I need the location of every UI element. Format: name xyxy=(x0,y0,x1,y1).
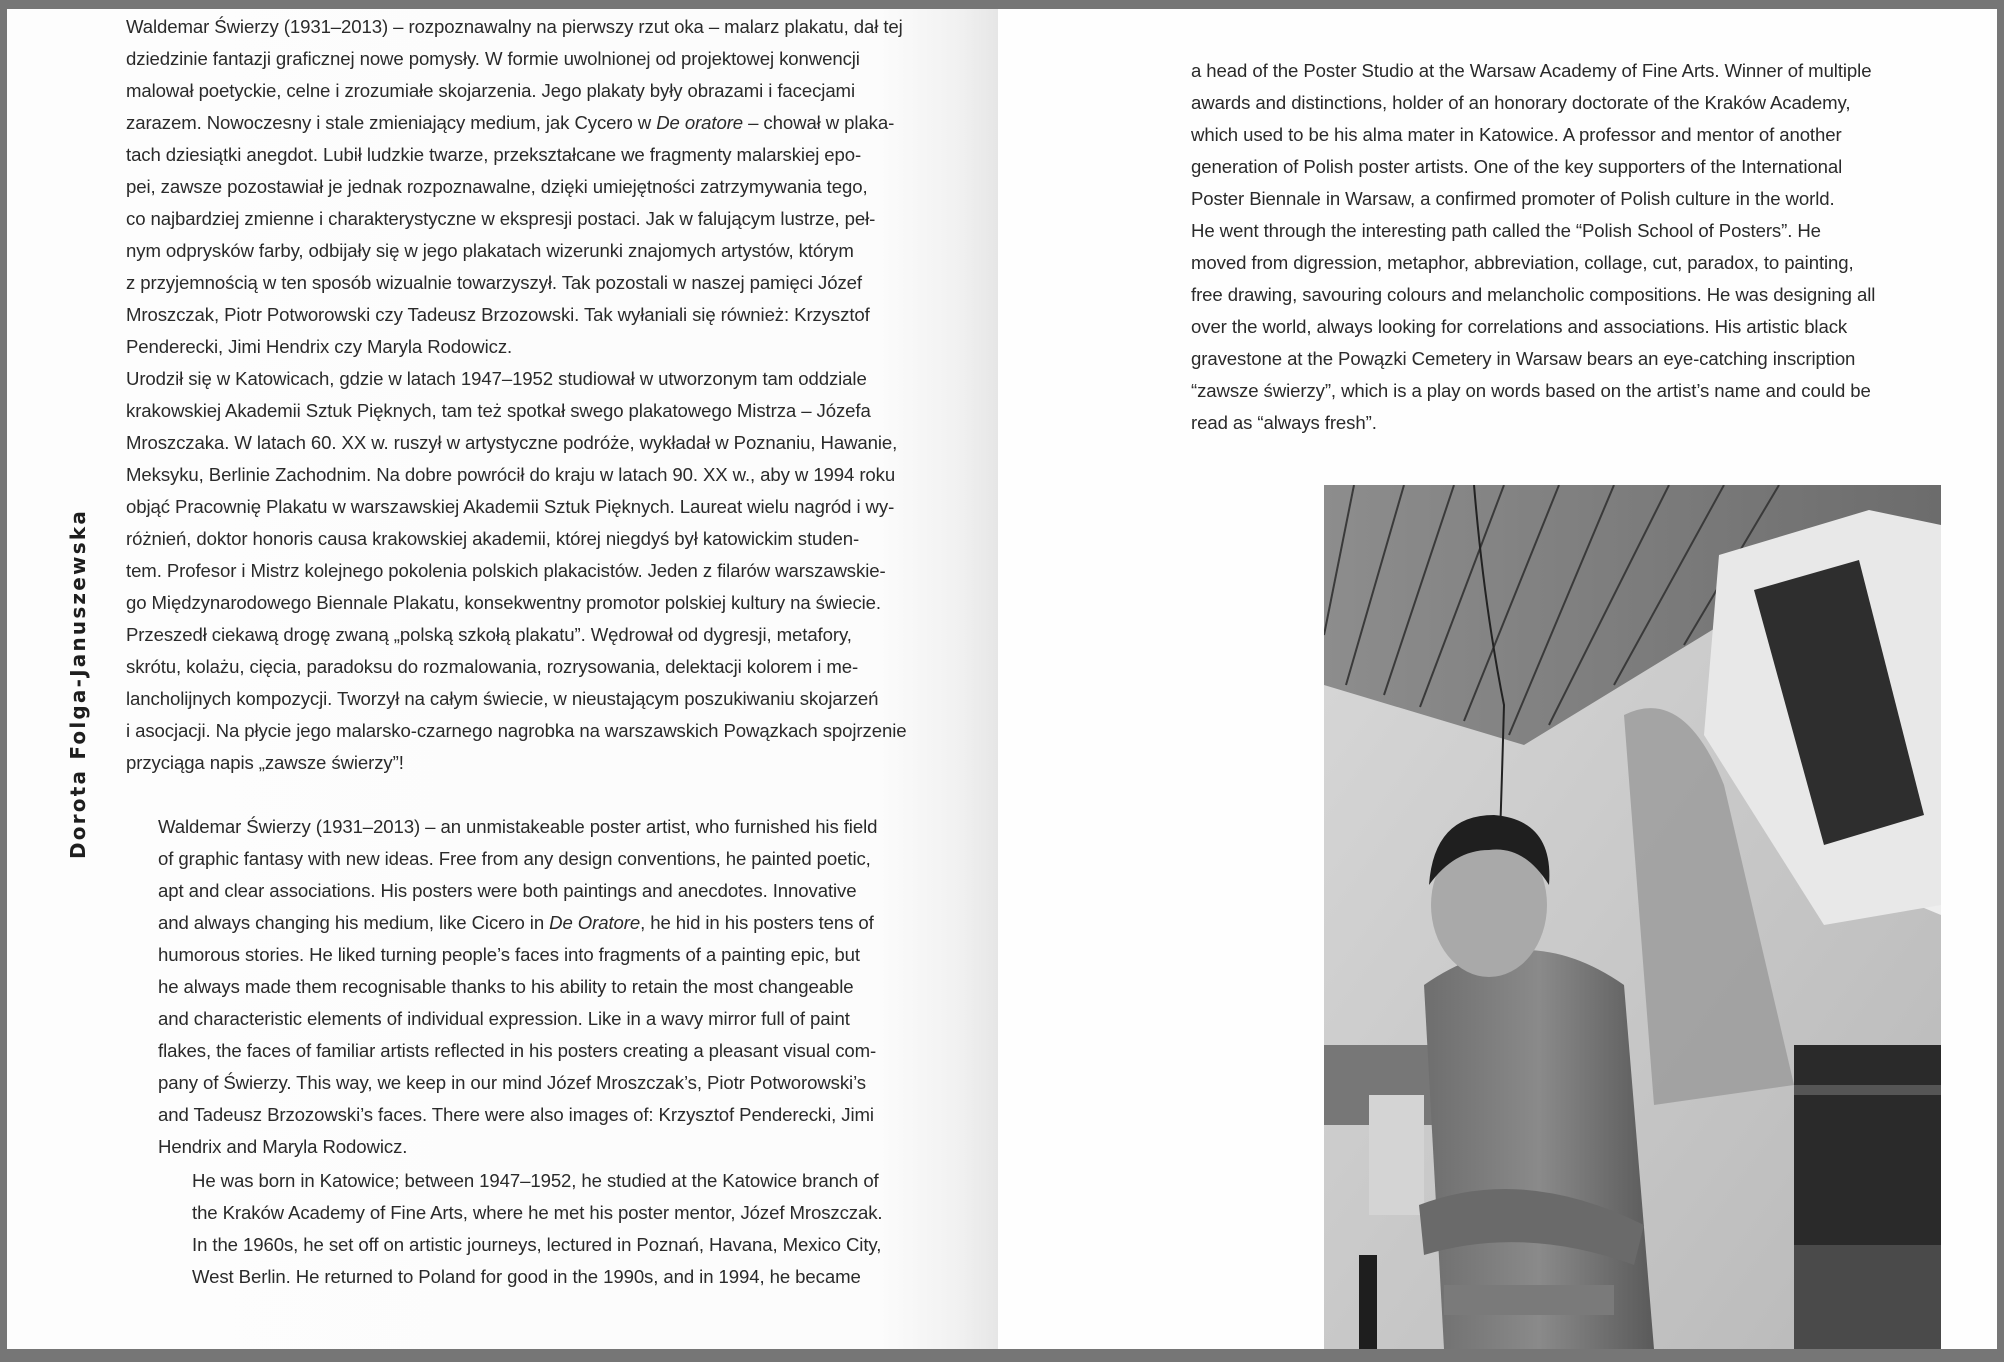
text-line: zarazem. Nowoczesny i stale zmieniający medium, jak Cycero w De oratore – chował w plaka- xyxy=(126,112,895,133)
text-line: In the 1960s, he set off on artistic journeys, lectured in Poznań, Havana, Mexico City, xyxy=(192,1234,882,1255)
english-text-continued xyxy=(1191,55,1901,439)
ruler xyxy=(1359,1255,1377,1349)
text-line: generation of Polish poster artists. One of the key supporters of the International xyxy=(1191,156,1843,177)
author-name: Dorota Folga-Januszewska xyxy=(66,508,90,860)
text-line: różnień, doktor honoris causa krakowskiej akademii, której niegdyś był katowickim studen- xyxy=(126,528,860,549)
text-line: Mroszczaka. W latach 60. XX w. ruszył w artystyczne podróże, wykładał w Poznaniu, Hawanie, xyxy=(126,432,898,453)
text-line: He went through the interesting path called the “Polish School of Posters”. He xyxy=(1191,220,1821,241)
text-line: lancholijnych kompozycji. Tworzył na całym świecie, w nieustającym poszukiwaniu skojarzeń xyxy=(126,688,879,709)
text-line: and characteristic elements of individual expression. Like in a wavy mirror full of paint xyxy=(158,1008,850,1029)
text-line: pany of Świerzy. This way, we keep in our mind Józef Mroszczak’s, Piotr Potworowski’s xyxy=(158,1072,866,1093)
portrait-photo-illustration xyxy=(1324,485,1941,1349)
text-line: pei, zawsze pozostawiał je jednak rozpoznawalne, dzięki umiejętności zatrzymywania tego, xyxy=(126,176,868,197)
text-line: read as “always fresh”. xyxy=(1191,412,1377,433)
text-line: malował poetyckie, celne i zrozumiałe skojarzenia. Jego plakaty były obrazami i facecjami xyxy=(126,80,855,101)
text-line: Przeszedł ciekawą drogę zwaną „polską szkołą plakatu”. Wędrował od dygresji, metafory, xyxy=(126,624,852,645)
english-text-block-1 xyxy=(158,811,898,1163)
text-line: Poster Biennale in Warsaw, a confirmed promoter of Polish culture in the world. xyxy=(1191,188,1835,209)
text-line: tem. Profesor i Mistrz kolejnego pokolenia polskich plakacistów. Jeden z filarów warszawskie- xyxy=(126,560,886,581)
text-line: humorous stories. He liked turning people’s faces into fragments of a painting epic, but xyxy=(158,944,860,965)
text-line: West Berlin. He returned to Poland for good in the 1990s, and in 1994, he became xyxy=(192,1266,861,1287)
text-line: tach dziesiątki anegdot. Lubił ludzkie twarze, przekształcane we fragmenty malarskiej epo- xyxy=(126,144,862,165)
text-line: free drawing, savouring colours and melancholic compositions. He was designing all xyxy=(1191,284,1876,305)
text-line: “zawsze świerzy”, which is a play on words based on the artist’s name and could be xyxy=(1191,380,1871,401)
text-line: and always changing his medium, like Cicero in De Oratore, he hid in his posters tens of xyxy=(158,912,874,933)
text-line: Penderecki, Jimi Hendrix czy Maryla Rodowicz. xyxy=(126,336,513,357)
belt xyxy=(1444,1285,1614,1315)
author-name-vertical xyxy=(58,508,98,860)
text-line: awards and distinctions, holder of an honorary doctorate of the Kraków Academy, xyxy=(1191,92,1851,113)
text-line: over the world, always looking for correlations and associations. His artistic black xyxy=(1191,316,1848,337)
text-line: a head of the Poster Studio at the Warsaw Academy of Fine Arts. Winner of multiple xyxy=(1191,60,1872,81)
text-line: apt and clear associations. His posters were both paintings and anecdotes. Innovative xyxy=(158,880,857,901)
text-line: krakowskiej Akademii Sztuk Pięknych, tam też spotkał swego plakatowego Mistrza – Józefa xyxy=(126,400,871,421)
left-page xyxy=(7,9,998,1349)
portrait-photo xyxy=(1324,485,1941,1349)
english-text-block-2 xyxy=(192,1165,892,1293)
text-line: Meksyku, Berlinie Zachodnim. Na dobre powrócił do kraju w latach 90. XX w., aby w 1994 roku xyxy=(126,464,896,485)
text-line: dziedzinie fantazji graficznej nowe pomysły. W formie uwolnionej od projektowej konwencji xyxy=(126,48,860,69)
text-line: nym odprysków farby, odbijały się w jego plakatach wizerunki znajomych artystów, którym xyxy=(126,240,854,261)
text-line: co najbardziej zmienne i charakterystyczne w ekspresji postaci. Jak w falującym lustrze, peł- xyxy=(126,208,876,229)
text-line: the Kraków Academy of Fine Arts, where he met his poster mentor, Józef Mroszczak. xyxy=(192,1202,883,1223)
text-line: przyciąga napis „zawsze świerzy”! xyxy=(126,752,404,773)
text-line: Waldemar Świerzy (1931–2013) – an unmistakeable poster artist, who furnished his field xyxy=(158,816,878,837)
right-page xyxy=(998,9,1997,1349)
text-line: moved from digression, metaphor, abbreviation, collage, cut, paradox, to painting, xyxy=(1191,252,1854,273)
polish-text-block xyxy=(126,11,907,779)
text-line: flakes, the faces of familiar artists reflected in his posters creating a pleasant visual com- xyxy=(158,1040,877,1061)
text-line: of graphic fantasy with new ideas. Free from any design conventions, he painted poetic, xyxy=(158,848,871,869)
text-line: gravestone at the Powązki Cemetery in Warsaw bears an eye-catching inscription xyxy=(1191,348,1856,369)
text-line: Waldemar Świerzy (1931–2013) – rozpoznawalny na pierwszy rzut oka – malarz plakatu, dał tej xyxy=(126,16,903,37)
text-line: Hendrix and Maryla Rodowicz. xyxy=(158,1136,408,1157)
text-line: i asocjacji. Na płycie jego malarsko-czarnego nagrobka na warszawskich Powązkach spojrzenie xyxy=(126,720,907,741)
text-line: Urodził się w Katowicach, gdzie w latach 1947–1952 studiował w utworzonym tam oddziale xyxy=(126,368,867,389)
text-line: objąć Pracownię Plakatu w warszawskiej Akademii Sztuk Pięknych. Laureat wielu nagród i wy- xyxy=(126,496,895,517)
text-line: skrótu, kolażu, cięcia, paradoksu do rozmalowania, rozrysowania, delektacji kolorem i me- xyxy=(126,656,859,677)
text-line: Mroszczak, Piotr Potworowski czy Tadeusz Brzozowski. Tak wyłaniali się również: Krzysztof xyxy=(126,304,870,325)
text-line: z przyjemnością w ten sposób wizualnie towarzyszył. Tak pozostali w naszej pamięci Józef xyxy=(126,272,862,293)
text-line: go Międzynarodowego Biennale Plakatu, konsekwentny promotor polskiej kultury na świecie. xyxy=(126,592,881,613)
text-line: and Tadeusz Brzozowski’s faces. There were also images of: Krzysztof Penderecki, Jimi xyxy=(158,1104,874,1125)
text-line: He was born in Katowice; between 1947–1952, he studied at the Katowice branch of xyxy=(192,1170,879,1191)
text-line: he always made them recognisable thanks to his ability to retain the most changeable xyxy=(158,976,854,997)
text-line: which used to be his alma mater in Katowice. A professor and mentor of another xyxy=(1191,124,1842,145)
paper-tag xyxy=(1369,1095,1424,1215)
